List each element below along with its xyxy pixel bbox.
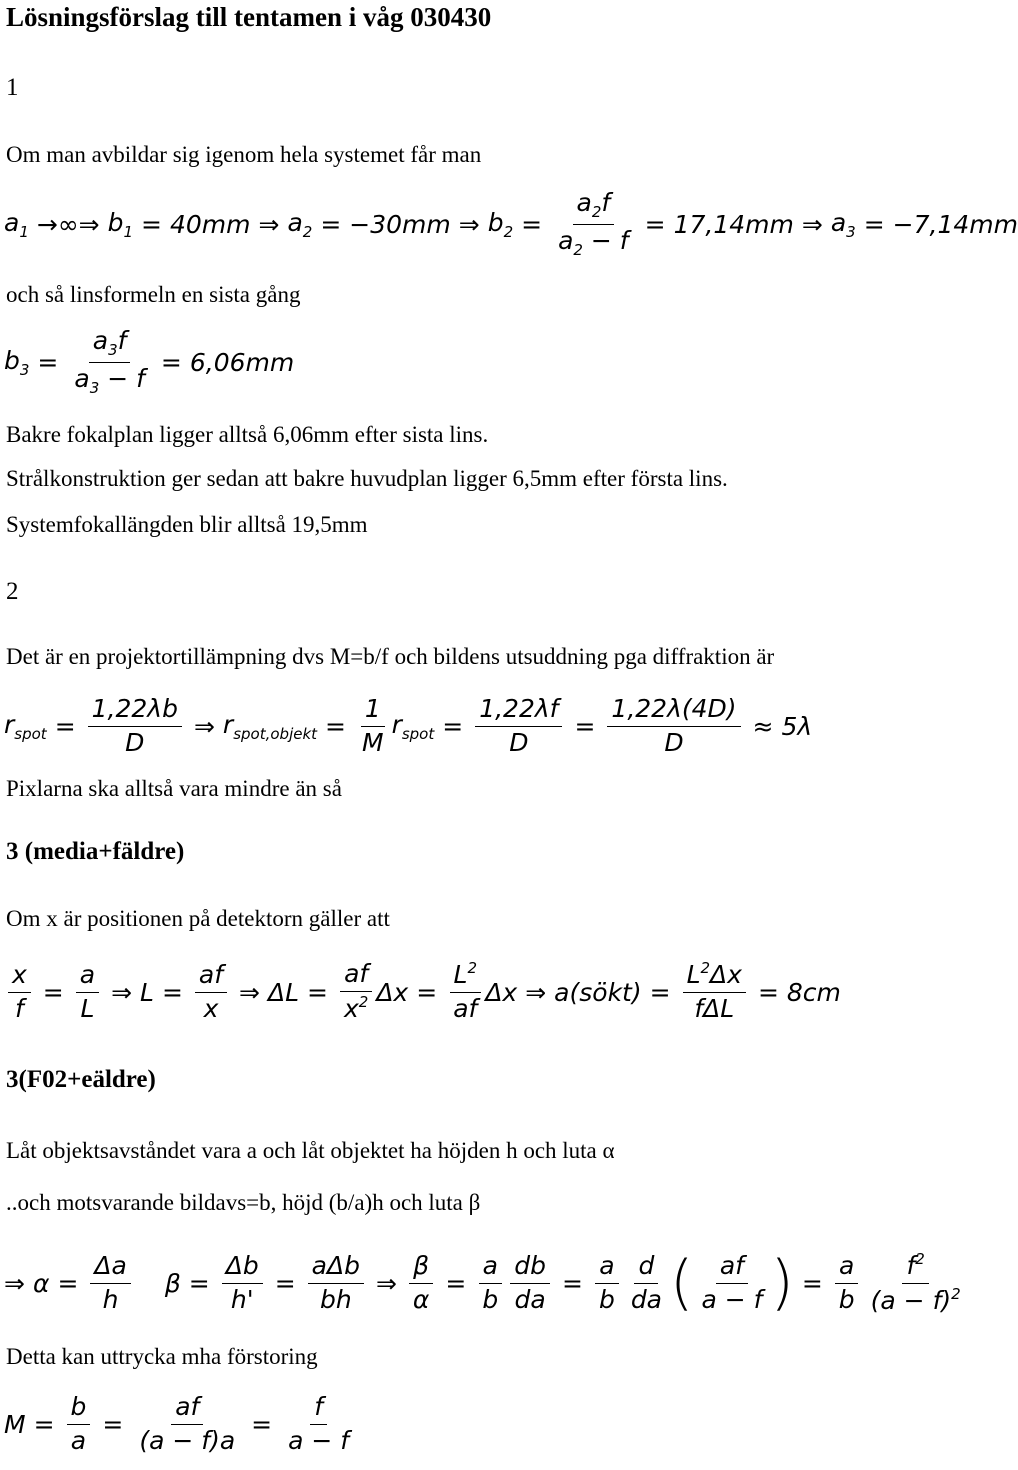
eq4-asokt: a(sökt)	[554, 977, 642, 1007]
section1-line-2: och så linsformeln en sista gång	[6, 282, 301, 307]
section1-line-4: Strålkonstruktion ger sedan att bakre huvudplan ligger 6,5mm efter första lins.	[6, 466, 728, 491]
section1-line-1: Om man avbildar sig igenom hela systemet får man	[6, 142, 482, 167]
section3b-line-2: ..och motsvarande bildavs=b, höjd (b/a)h och luta β	[6, 1190, 481, 1215]
section3a-line-1: Om x är positionen på detektorn gäller att	[6, 906, 390, 931]
section1-line-3: Bakre fokalplan ligger alltså 6,06mm efter sista lins.	[6, 422, 489, 447]
eq2-result: 6,06mm	[189, 347, 295, 377]
section-heading-2: 2	[6, 578, 19, 605]
section-heading-3a: 3 (media+fäldre)	[6, 838, 185, 865]
equation-5: ⇒ α = $\frac{\Delta a}{h}$ β = $\frac{\Delta b}{h'}$ = $\frac{\text{aΔb}}{bh}$ ⇒ $\frac{\beta}{\alpha}$ = $\frac{a}{b}$ $\frac{db}{da}$ = $\frac{a}{b}$ $\frac{d}{da}$ ( $\frac{af}{a - f}$ ) = $\frac{a}{b}$ $\frac{f^2}{(a - f)^2}$	[4, 1248, 961, 1318]
equation-2: $b_3$ = $\frac{a_3f}{a_3 - f}$ = 6,06mm	[4, 326, 295, 397]
section-heading-3b: 3(F02+eäldre)	[6, 1066, 156, 1093]
eq1-b2-value: 17,14mm	[673, 209, 794, 239]
equation-3: $r_{spot}$ = $\frac{1,22\lambda b}{D}$ ⇒ $r_{spot,objekt}$ = $\frac{1}{M}$ $r_{spot}$ = $\frac{1,22\lambda f}{D}$ = $\frac{1,22\lambda(4D)}{D}$ ≈ 5λ	[4, 693, 813, 757]
section2-line-1: Det är en projektortillämpning dvs M=b/f och bildens utsuddning pga diffraktion är	[6, 644, 775, 669]
eq1-a2-value: −30mm	[349, 209, 451, 239]
eq4-result: 8cm	[786, 977, 841, 1007]
page-title: Lösningsförslag till tentamen i våg 030430	[6, 2, 492, 32]
section2-line-2: Pixlarna ska alltså vara mindre än så	[6, 776, 342, 801]
section-heading-1: 1	[6, 74, 19, 101]
equation-4: $\frac{x}{f}$ = $\frac{a}{L}$ ⇒ L = $\frac{af}{x}$ ⇒ ΔL = $\frac{af}{x^2}$ Δx = $\frac{L^2}{af}$ Δx ⇒ a(sökt) = $\frac{L^2\Delta x}{\text{fΔL}}$ = 8cm	[4, 952, 841, 1032]
section3b-line-3: Detta kan uttrycka mha förstoring	[6, 1344, 318, 1369]
section1-line-5: Systemfokallängden blir alltså 19,5mm	[6, 512, 368, 537]
equation-1: $a_1$ →∞⇒ $b_1$ = 40mm ⇒ $a_2$ = −30mm ⇒ $b_2$ = $\frac{a_2f}{a_2 - f}$ = 17,14mm ⇒ $a_3$ = −7,14mm	[4, 188, 1018, 259]
eq1-b1-value: 40mm	[169, 209, 251, 239]
eq3-approx: 5λ	[781, 711, 813, 741]
equation-6: M = $\frac{b}{a}$ = $\frac{af}{(a - f)a}$ = $\frac{f}{a - f}$	[4, 1391, 350, 1455]
section3b-line-1: Låt objektsavståndet vara a och låt objektet ha höjden h och luta α	[6, 1138, 615, 1163]
eq1-a3-value: −7,14mm	[892, 209, 1018, 239]
